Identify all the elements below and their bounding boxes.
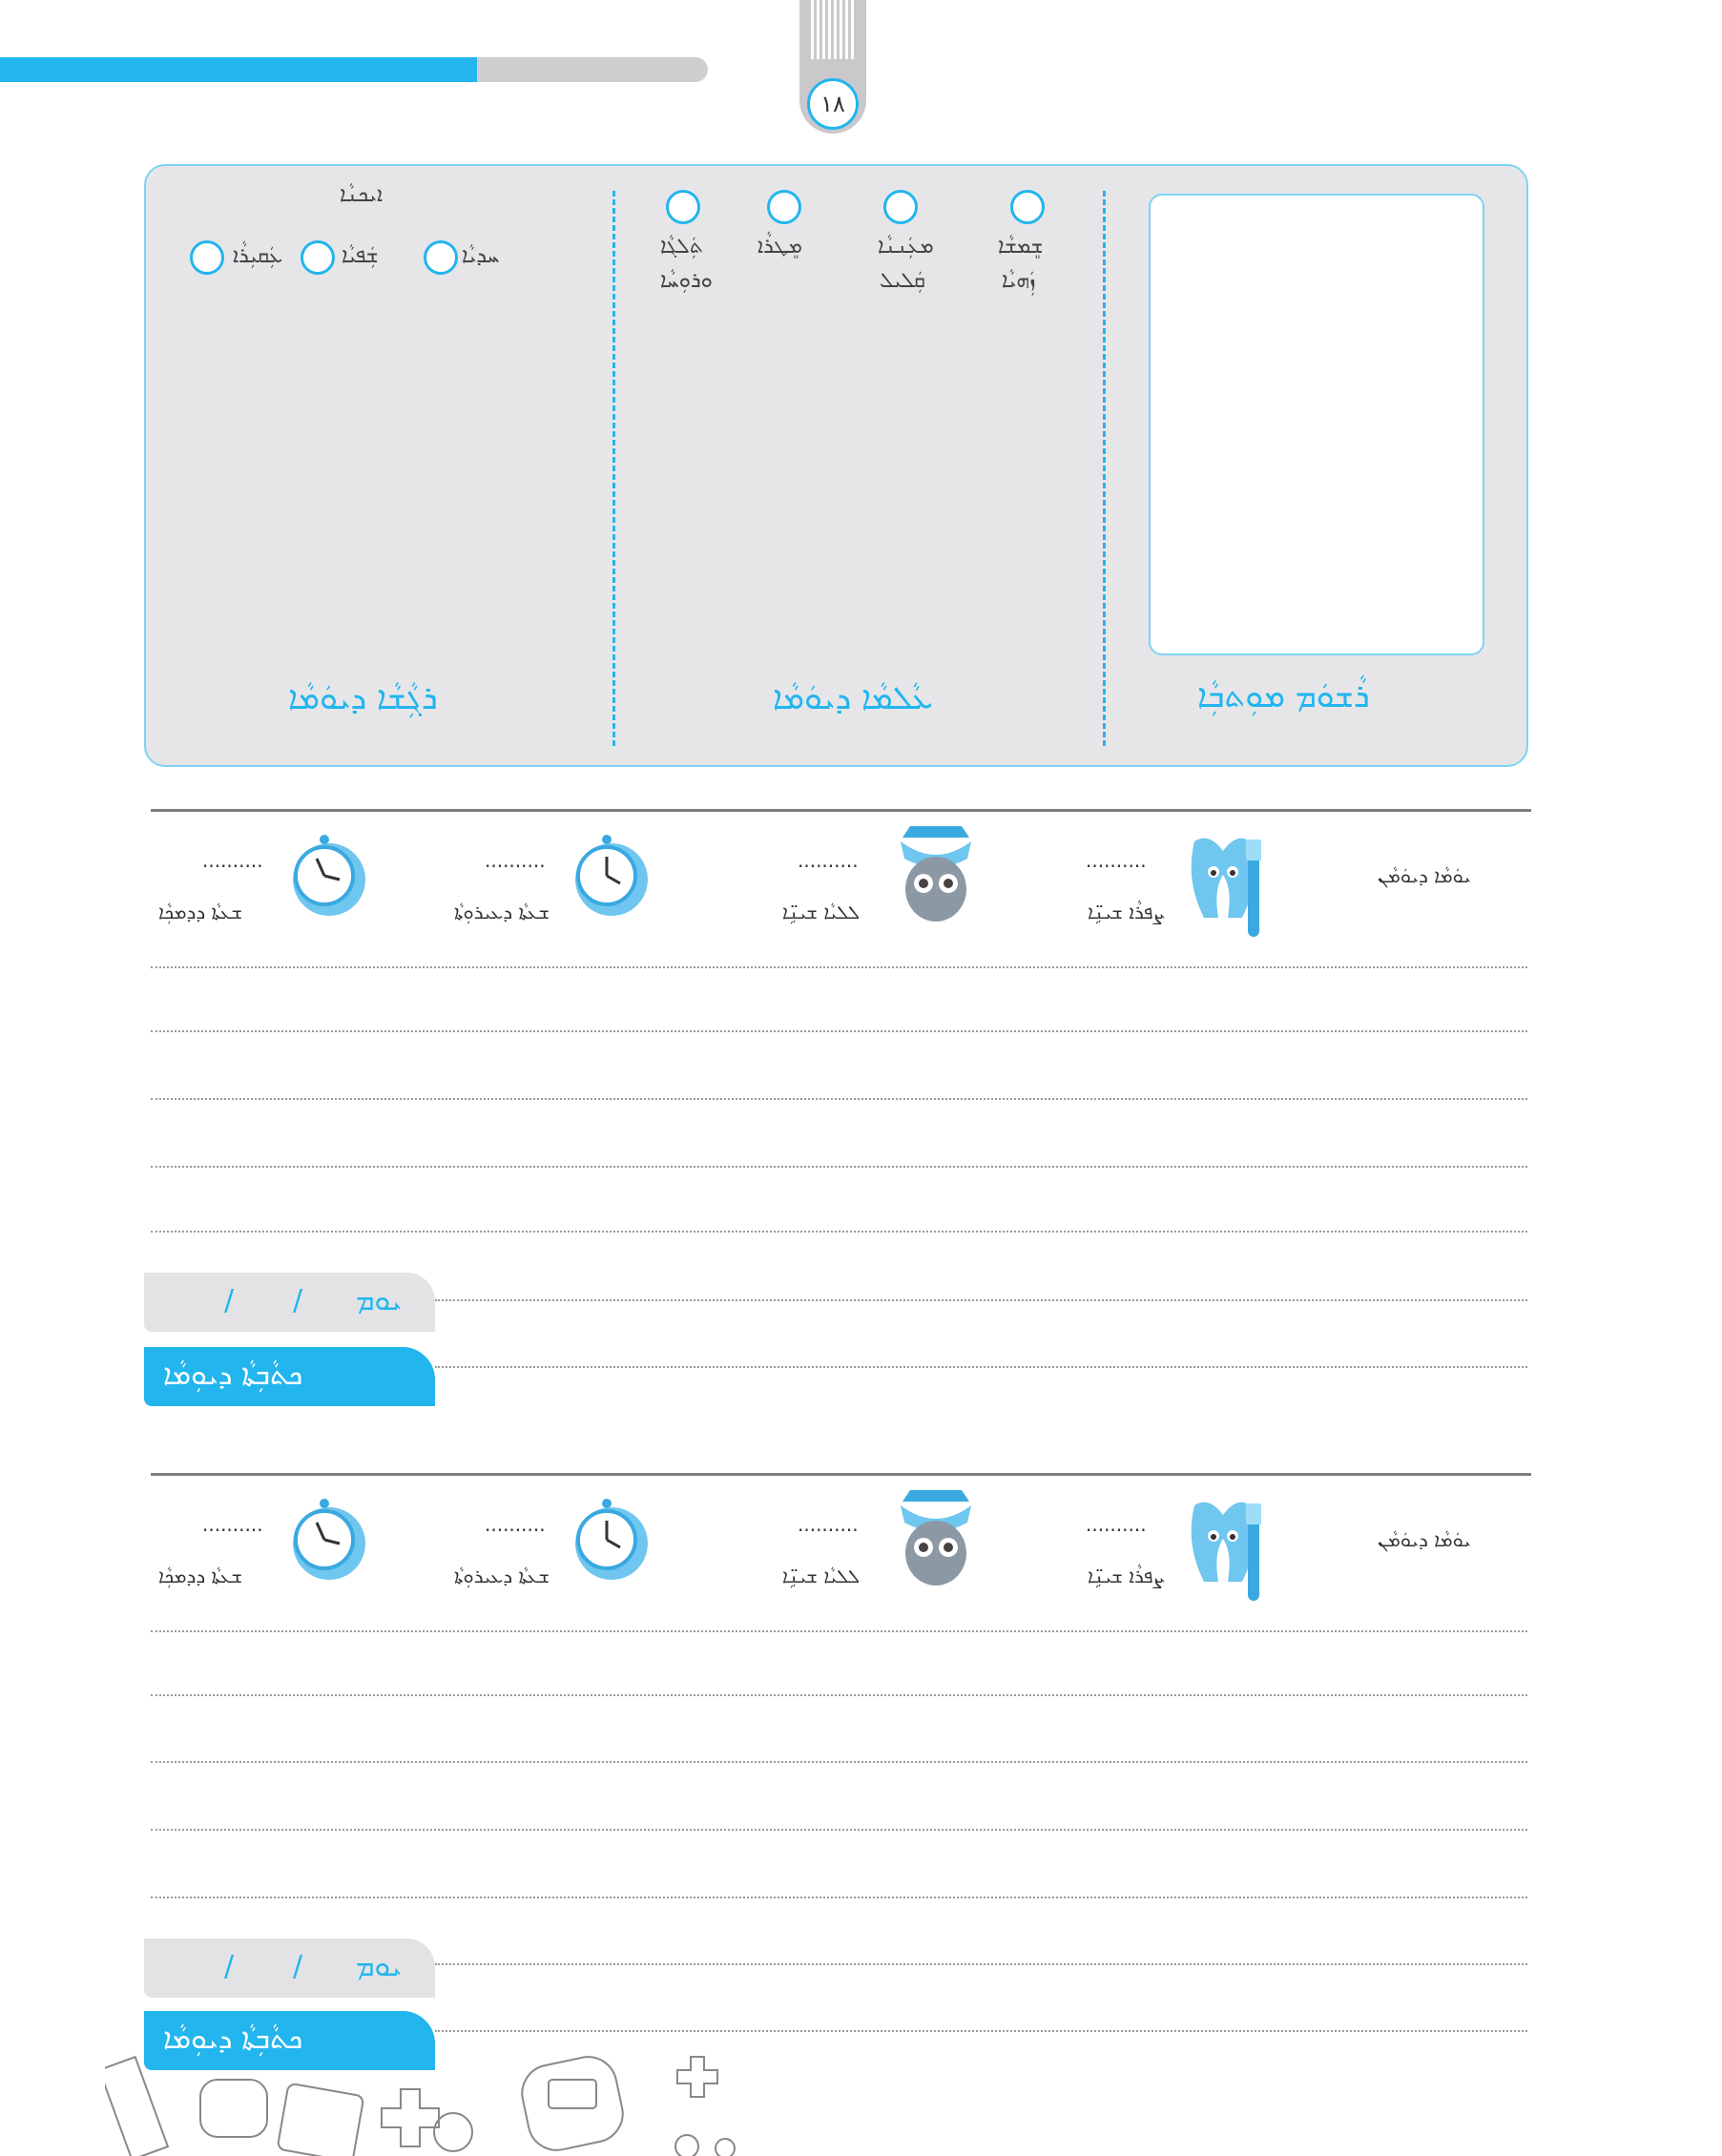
entry-1-brush-morning-label: ܨܦܪܵܐ ܫܝܢܹ̈ܐ [1088,901,1165,923]
entry-2-date-prefix: ܝܘܡ [356,1950,403,1983]
feeling-option-calm-label: ܫܲܦܝܵܐ [342,244,379,268]
feeling-option-happy-radio[interactable] [424,240,458,275]
entry-2-writing-line-5[interactable] [151,1897,1527,1898]
entry-1-writing-line-7[interactable] [435,1366,1527,1368]
entry-1-sleep-clock-icon [286,834,372,920]
entry-1-today-label: ܝܘܿܡܵܐ ܕܝܘܿܡܵܢ [1378,864,1471,887]
drawing-box[interactable] [1149,194,1484,655]
weather-option-rainy-label: ܡܸܛܪܵܐ [757,235,802,259]
entry-2-toothbrush-morning-icon [1166,1486,1280,1606]
weather-option-sunny-label-2: ܙܲܗܝܵܐ [1002,269,1036,293]
header-bar-blue [0,57,496,82]
feeling-option-calm-radio[interactable] [301,240,335,275]
entry-1-week-label: ܟܬܵܒܼܬܵܐ ܕܝܘܼܡܵܐ [163,1358,303,1392]
entry-1-writing-line-5[interactable] [151,1231,1527,1233]
entry-1-writing-line-3[interactable] [151,1098,1527,1100]
entry-2-brush-night-blank: .......... [798,1513,859,1536]
page-tab [799,0,866,134]
weather-option-sunny-radio[interactable] [1010,190,1045,224]
page-number: ١٨ [807,78,859,130]
entry-2-writing-line-2[interactable] [151,1694,1527,1696]
entry-2-sleep-time-blank: .......... [202,1513,263,1536]
entry-2-writing-line-4[interactable] [151,1829,1527,1831]
weather-option-sunny-label: ܫܸܡܫܵܐ [998,235,1044,259]
entry-1-sleep-time-blank: .......... [202,849,263,872]
entry-2-writing-line-7[interactable] [435,2030,1527,2032]
feeling-title: ܪܓܼܵܫܵܐ ܕܝܘܿܡܵܐ [288,679,438,717]
entry-2-sleep-clock-icon [286,1498,372,1584]
entry-2-writing-line-6[interactable] [435,1963,1527,1965]
entry-1-brush-night-blank: .......... [798,849,859,872]
feeling-option-sad-label: ܥܲܩܝܼܪܵܐ [233,244,283,268]
weather-option-snow-radio[interactable] [666,190,700,224]
feeling-option-sad-radio[interactable] [190,240,224,275]
entry-1-wake-clock-icon [569,834,654,920]
entry-1-top-rule [151,809,1531,812]
entry-1-writing-line-6[interactable] [435,1299,1527,1301]
entry-1-writing-line-4[interactable] [151,1166,1527,1168]
school-doodles-illustration [105,2042,792,2156]
entry-1-wake-time-label: ܫܥܬܵܐ ܕܥܝܪܘܼܬܵܐ [454,901,550,923]
entry-1-writing-line-2[interactable] [151,1030,1527,1032]
weather-option-cloudy-label: ܡܥܲܢܢܵܐ [878,235,934,259]
feeling-option-happy-label: ܚܕܝܵܐ [462,244,500,268]
entry-1-date-sep-2: / [293,1284,303,1317]
panel-divider-2 [1103,191,1106,746]
entry-1-writing-line-1[interactable] [151,966,1527,968]
entry-2-writing-line-1[interactable] [151,1630,1527,1632]
entry-2-date-sep-2: / [293,1950,303,1983]
feeling-question: ܐܝܟܢܵܐ [340,183,384,207]
entry-2-wake-time-blank: .......... [485,1513,546,1536]
entry-1-date-sep-1: / [224,1284,235,1317]
panel-divider-1 [612,191,615,746]
entry-1-date-prefix: ܝܘܡ [356,1284,403,1317]
entry-1-toothbrush-night-icon [893,820,979,927]
entry-2-date-box[interactable] [144,1938,435,1998]
entry-2-wake-time-label: ܫܥܬܵܐ ܕܥܝܪܘܼܬܵܐ [454,1565,550,1587]
entry-1-toothbrush-morning-icon [1166,822,1280,942]
weather-option-cloudy-radio[interactable] [883,190,918,224]
entry-2-wake-clock-icon [569,1498,654,1584]
entry-2-top-rule [151,1473,1531,1476]
entry-1-brush-morning-blank: .......... [1086,849,1147,872]
entry-1-brush-night-label: ܠܠܝܵܐ ܫܝܢܹ̈ܐ [782,901,861,923]
entry-2-toothbrush-night-icon [893,1484,979,1591]
entry-2-date-sep-1: / [224,1950,235,1983]
entry-1-sleep-time-label: ܫܥܬܵܐ ܕܕܡܟܼܵܐ [158,901,243,923]
entry-1-wake-time-blank: .......... [485,849,546,872]
drawing-title: ܪܵܫܘܿܡ ܡܘܼܬܒܼܵܐ [1197,677,1370,715]
weather-option-snow-label: ܬܲܠܓܵܐ [660,235,703,259]
weather-option-rainy-radio[interactable] [767,190,801,224]
entry-2-writing-line-3[interactable] [151,1761,1527,1763]
entry-1-date-box[interactable] [144,1273,435,1332]
entry-2-brush-morning-label: ܨܦܪܵܐ ܫܝܢܹ̈ܐ [1088,1565,1165,1587]
weather-option-snow-label-2: ܘܪܘܼܚܵܐ [660,269,713,293]
entry-2-brush-night-label: ܠܠܝܵܐ ܫܝܢܹ̈ܐ [782,1565,861,1587]
entry-2-today-label: ܝܘܿܡܵܐ ܕܝܘܿܡܵܢ [1378,1528,1471,1551]
weather-option-cloudy-label-2: ܩܲܠܝܠ [880,269,925,293]
entry-1-week-label-box [144,1347,435,1406]
entry-2-week-label: ܟܬܵܒܼܬܵܐ ܕܝܘܼܡܵܐ [163,2022,303,2056]
entry-2-sleep-time-label: ܫܥܬܵܐ ܕܕܡܟܼܵܐ [158,1565,243,1587]
weather-title: ܥܵܠܡܵܐ ܕܝܘܿܡܵܐ [773,679,933,717]
entry-2-brush-morning-blank: .......... [1086,1513,1147,1536]
header-bar-gray [477,57,708,82]
